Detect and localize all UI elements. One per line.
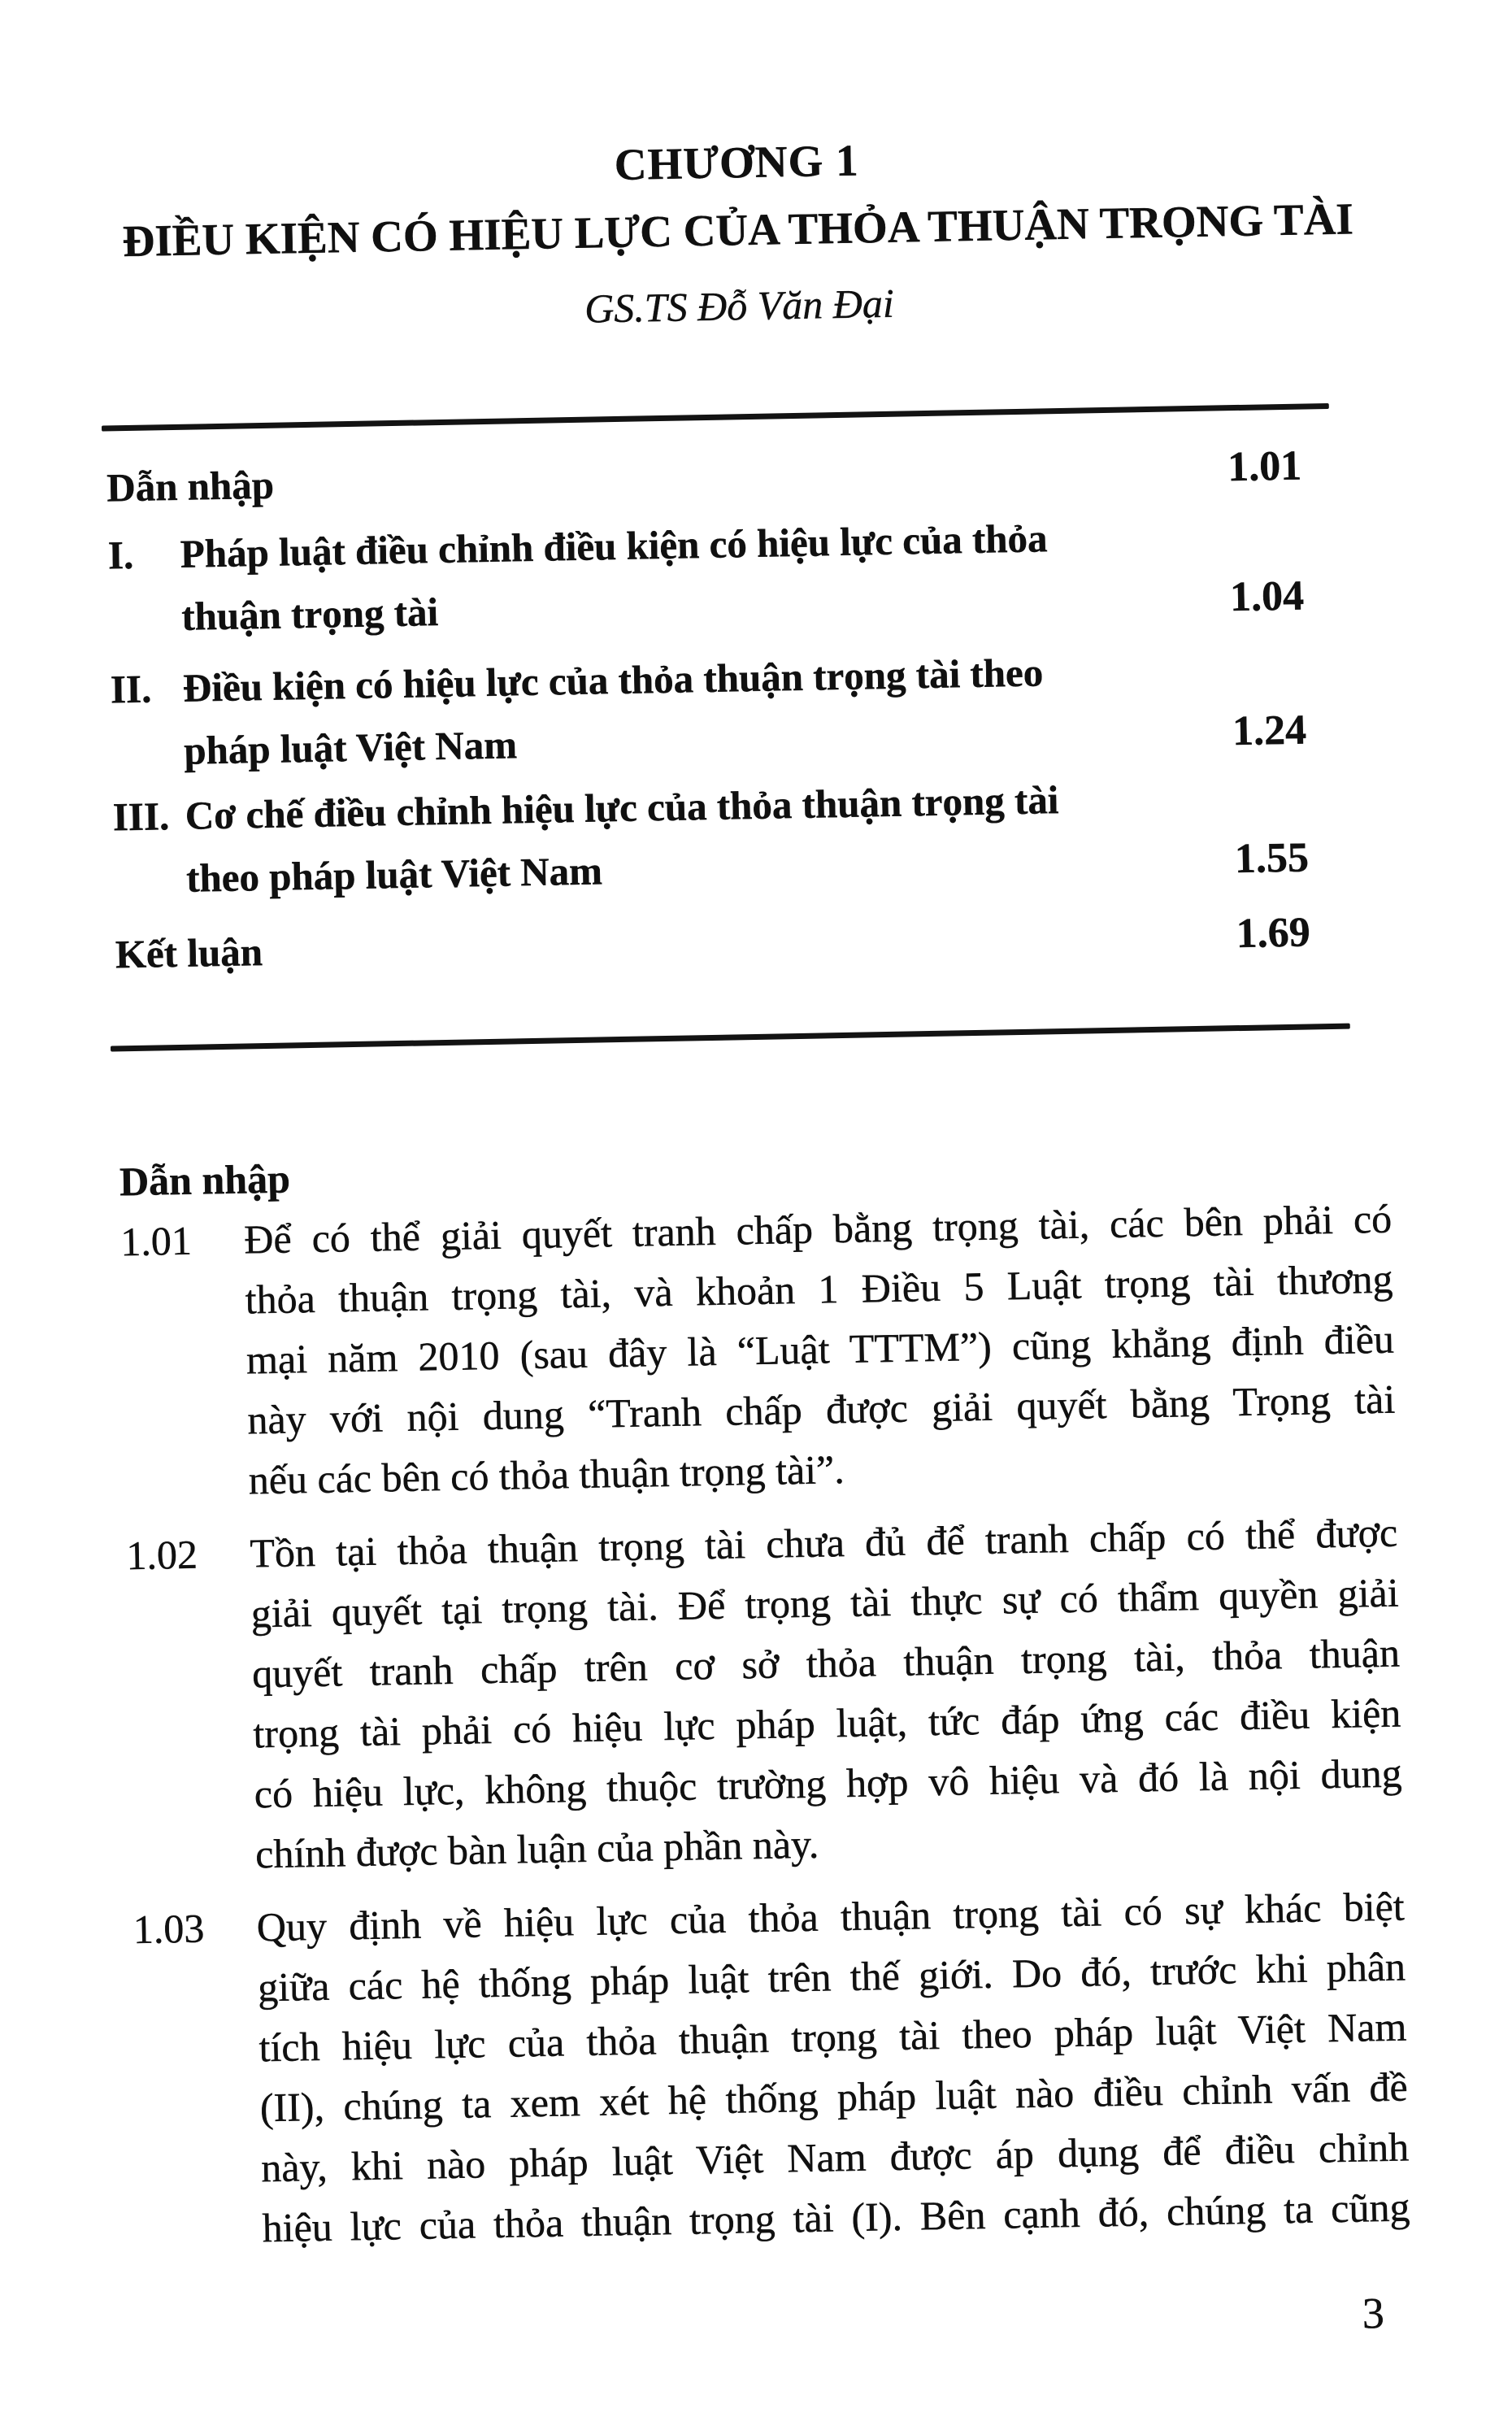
paragraph-line: thỏa thuận trọng tài, và khoản 1 Điều 5 Luật trọng tài thương xyxy=(245,1255,1393,1323)
section-heading: Dẫn nhập xyxy=(119,1155,291,1205)
toc-row-section-3 xyxy=(112,763,1386,911)
paragraph-line: giữa các hệ thống pháp luật trên thế giới. Do đó, trước khi phân xyxy=(257,1943,1406,2011)
toc-entry-numeral: I. xyxy=(107,532,134,578)
toc-entry-line: pháp luật Việt Nam xyxy=(183,722,518,773)
divider-bottom xyxy=(111,1024,1350,1052)
toc-entry-line: Pháp luật điều chỉnh điều kiện có hiệu lực của thỏa xyxy=(180,515,1048,576)
paragraph-line: chính được bàn luận của phần này. xyxy=(254,1820,819,1877)
paragraph-line: mại năm 2010 (sau đây là “Luật TTTM”) cũng khẳng định điều xyxy=(245,1315,1395,1383)
toc-entry-line: Cơ chế điều chỉnh hiệu lực của thỏa thuận trọng tài xyxy=(185,777,1059,838)
paragraph-line: (II), chúng ta xem xét hệ thống pháp luật nào điều chỉnh vấn đề xyxy=(259,2063,1409,2131)
paragraph-line: này, khi nào pháp luật Việt Nam được áp dụng để điều chỉnh xyxy=(260,2124,1410,2191)
paragraph-text xyxy=(256,1876,1410,2259)
toc-entry-page-ref: 1.04 xyxy=(1229,572,1305,621)
paragraph-line: giải quyết tại trọng tài. Để trọng tài thực sự có thẩm quyền giải xyxy=(250,1569,1400,1637)
paragraph-line: này với nội dung “Tranh chấp được giải quyết bằng Trọng tài xyxy=(246,1376,1396,1443)
paragraph-text xyxy=(244,1189,1397,1511)
toc-entry-numeral: III. xyxy=(112,793,170,840)
chapter-author: GS.TS Đỗ Văn Đại xyxy=(584,280,895,332)
chapter-title: ĐIỀU KIỆN CÓ HIỆU LỰC CỦA THỎA THUẬN TRỌNG TÀI xyxy=(122,193,1354,267)
paragraph-number: 1.02 xyxy=(125,1531,198,1579)
paragraph-1-01 xyxy=(120,1189,1397,1513)
page-number: 3 xyxy=(1362,2289,1385,2338)
toc-entry-line: thuận trọng tài xyxy=(180,589,439,639)
chapter-number: CHƯƠNG 1 xyxy=(614,135,860,189)
toc-row-section-1 xyxy=(107,501,1381,650)
paragraph-line: Để có thể giải quyết tranh chấp bằng trọng tài, các bên phải có xyxy=(243,1195,1393,1263)
paragraph-line: hiệu lực của thỏa thuận trọng tài (I). Bên cạnh đó, chúng ta cũng xyxy=(262,2184,1410,2251)
paragraph-line: trọng tài phải có hiệu lực pháp luật, tức đáp ứng các điều kiện xyxy=(252,1689,1401,1757)
toc-entry-numeral: II. xyxy=(110,666,152,712)
toc-entry-label: Kết luận xyxy=(115,929,263,977)
paragraph-line: nếu các bên có thỏa thuận trọng tài”. xyxy=(248,1446,845,1503)
paragraph-line: quyết tranh chấp trên cơ sở thỏa thuận trọng tài, thỏa thuận xyxy=(251,1629,1401,1697)
paragraph-1-03 xyxy=(133,1876,1410,2261)
toc-entry-page-ref: 1.69 xyxy=(1236,909,1311,958)
paragraph-text xyxy=(250,1502,1404,1885)
paragraph-line: Tồn tại thỏa thuận trọng tài chưa đủ để tranh chấp có thể được xyxy=(249,1509,1398,1576)
paragraph-line: có hiệu lực, không thuộc trường hợp vô hiệu và đó là nội dung xyxy=(254,1750,1403,1817)
toc-entry-line: Điều kiện có hiệu lực của thỏa thuận trọng tài theo xyxy=(182,650,1044,711)
paragraph-number: 1.03 xyxy=(133,1905,205,1953)
toc-entry-line: theo pháp luật Việt Nam xyxy=(185,848,603,901)
paragraph-line: Quy định về hiệu lực của thỏa thuận trọng tài có sự khác biệt xyxy=(256,1883,1406,1950)
paragraph-number: 1.01 xyxy=(119,1217,193,1265)
toc-row-section-2 xyxy=(110,635,1384,784)
toc-entry-page-ref: 1.24 xyxy=(1232,706,1307,755)
paragraph-1-02 xyxy=(126,1502,1404,1887)
toc-entry-label: Dẫn nhập xyxy=(106,462,275,511)
divider-top xyxy=(102,403,1329,432)
paragraph-line: tích hiệu lực của thỏa thuận trọng tài theo pháp luật Việt Nam xyxy=(259,2003,1407,2071)
toc-entry-page-ref: 1.55 xyxy=(1234,834,1310,883)
toc-row-ket-luan xyxy=(115,900,1387,986)
toc-entry-page-ref: 1.01 xyxy=(1227,442,1302,491)
